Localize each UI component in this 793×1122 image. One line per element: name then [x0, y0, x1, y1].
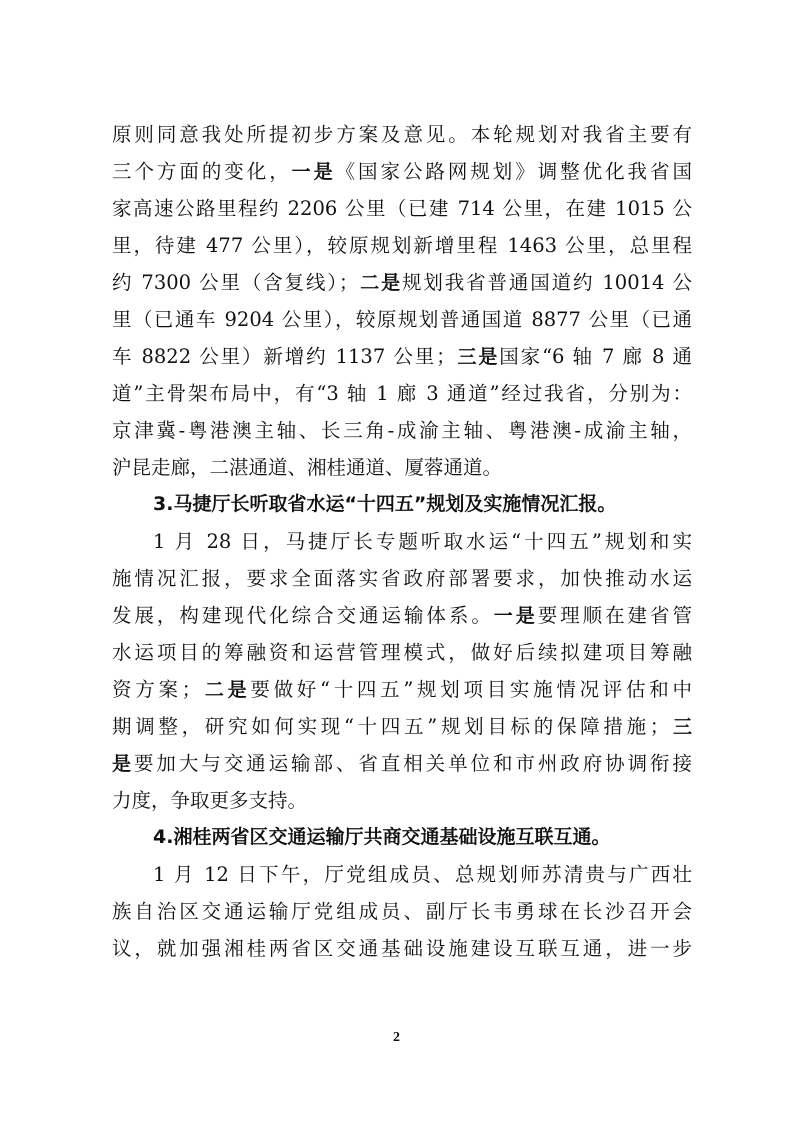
text-run: 车 8822 公里）新增约 1137 公里； [112, 345, 456, 368]
section3-heading: 3.马捷厅长听取省水运“十四五”规划及实施情况汇报。 [153, 493, 617, 515]
page-number: 2 [393, 1030, 400, 1045]
text-line [112, 856, 692, 893]
paragraph-section2-continued [112, 116, 692, 486]
text-line [112, 264, 692, 301]
text-line [112, 560, 692, 597]
paragraph-section3 [112, 523, 692, 819]
text-run: 国家“6 轴 7 廊 8 通 [499, 345, 692, 368]
text-run: 族自治区交通运输厅党组成员、副厅长韦勇球在长沙召开会 [112, 900, 692, 923]
document-body [112, 116, 692, 967]
text-line [112, 597, 692, 634]
emphasis-text: 二是 [358, 272, 403, 294]
text-run: 议，就加强湘桂两省区交通基础设施建设互联互通，进一步 [112, 937, 692, 960]
text-run: 水运项目的筹融资和运营管理模式，做好后续拟建项目筹融 [112, 641, 692, 664]
text-run: 约 7300 公里（含复线）； [112, 271, 359, 294]
text-line [112, 338, 692, 375]
text-run: 里，待建 477 公里），较原规划新增里程 1463 公里，总里程 [112, 234, 692, 257]
emphasis-text: 是 [112, 753, 134, 775]
text-run: 原则同意我处所提初步方案及意见。本轮规划对我省主要有 [112, 123, 692, 146]
text-line [112, 893, 692, 930]
text-line [112, 708, 692, 745]
emphasis-text: 三是 [455, 346, 500, 368]
text-line [112, 116, 692, 153]
text-run: 沪昆走廊，二湛通道、湘桂通道、厦蓉通道。 [112, 456, 503, 479]
text-run: 要加大与交通运输部、省直相关单位和市州政府协调衔接 [133, 752, 692, 775]
text-run: 力度，争取更多支持。 [112, 789, 308, 812]
text-run: 1 月 28 日，马捷厅长专题听取水运“十四五”规划和实 [153, 530, 692, 553]
text-line [112, 227, 692, 264]
text-line [112, 375, 692, 412]
text-line [112, 301, 692, 338]
text-run: 京津冀-粤港澳主轴、长三角-成渝主轴、粤港澳-成渝主轴， [112, 419, 692, 442]
text-run: 施情况汇报，要求全面落实省政府部署要求，加快推动水运 [112, 567, 692, 590]
text-run: 资方案； [112, 678, 202, 701]
text-run: 1 月 12 日下午，厅党组成员、总规划师苏清贵与广西壮 [153, 863, 692, 886]
text-line [112, 190, 692, 227]
text-line [112, 671, 692, 708]
text-run: 发展，构建现代化综合交通运输体系。 [112, 604, 494, 627]
text-line [112, 930, 692, 967]
text-run: 规划我省普通国道约 10014 公 [402, 271, 692, 294]
text-run: 家高速公路里程约 2206 公里（已建 714 公里，在建 1015 公 [112, 197, 692, 220]
text-line [112, 523, 692, 560]
emphasis-text: 二是 [201, 679, 251, 701]
section4-heading: 4.湘桂两省区交通运输厅共商交通基础设施互联互通。 [153, 826, 611, 848]
emphasis-text: 一是 [291, 161, 336, 183]
text-run: 《国家公路网规划》调整优化我省国 [335, 160, 692, 183]
emphasis-text: 一是 [493, 605, 538, 627]
paragraph-section4 [112, 856, 692, 967]
text-line [112, 634, 692, 671]
text-run: 三个方面的变化， [112, 160, 292, 183]
text-line [112, 153, 692, 190]
text-line [112, 745, 692, 782]
text-line [112, 449, 692, 486]
text-run: 里（已通车 9204 公里），较原规划普通国道 8877 公里（已通 [112, 308, 692, 331]
text-run: 期调整，研究如何实现“十四五”规划目标的保障措施； [112, 715, 670, 738]
emphasis-text: 三 [669, 716, 692, 738]
text-run: 要做好“十四五”规划项目实施情况评估和中 [250, 678, 692, 701]
text-run: 道”主骨架布局中，有“3 轴 1 廊 3 通道”经过我省，分别为： [112, 382, 692, 405]
text-run: 要理顺在建省管 [537, 604, 692, 627]
text-line [112, 412, 692, 449]
text-line [112, 782, 692, 819]
